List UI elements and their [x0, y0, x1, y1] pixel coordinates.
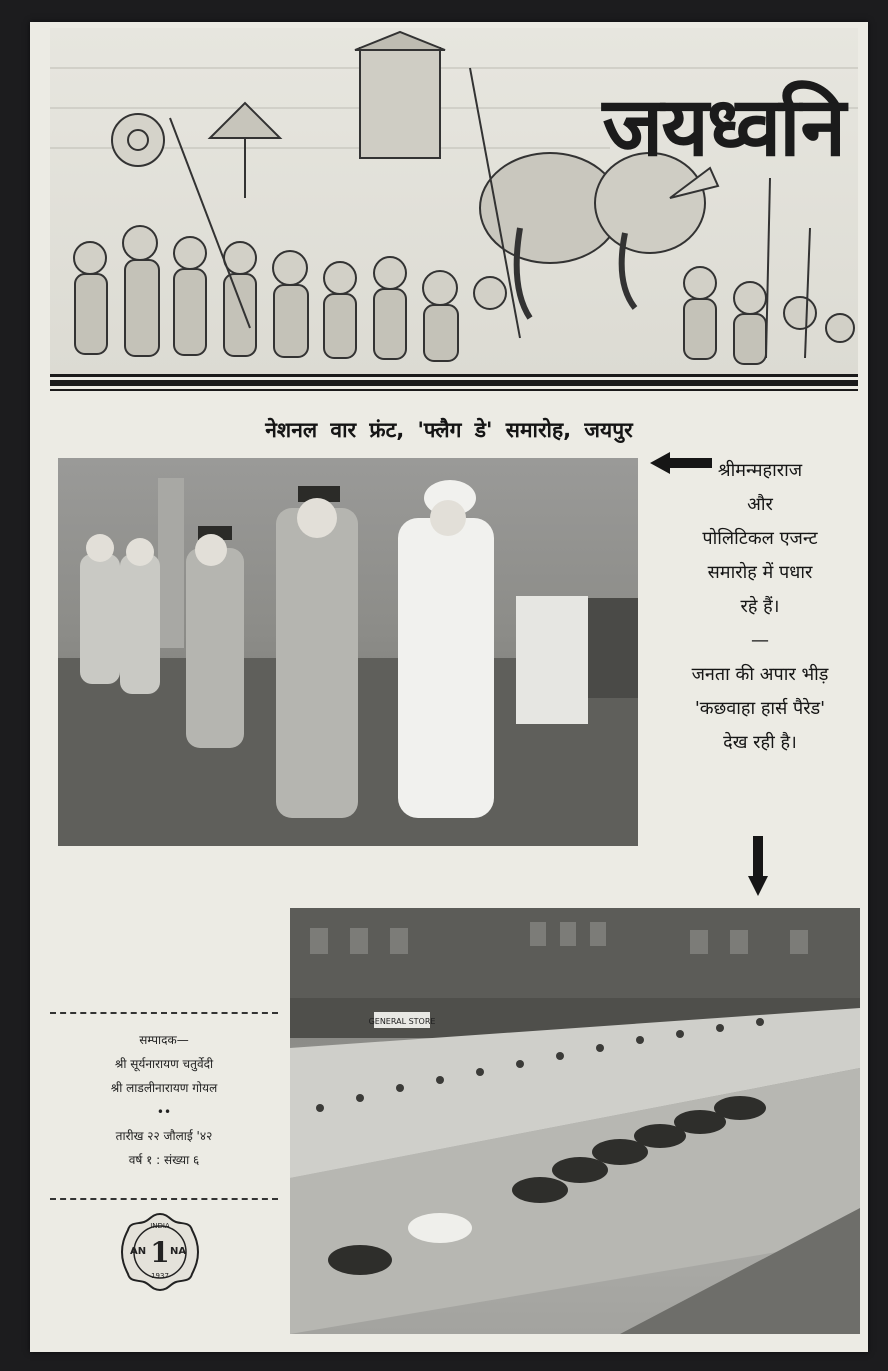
issue-number: वर्ष १ : संख्या ६: [128, 1153, 200, 1167]
photo-horse-parade: [290, 908, 860, 1334]
caption-divider: —: [751, 630, 769, 651]
editor-name: श्री लाडलीनारायण गोयल: [110, 1081, 218, 1095]
editor-name: श्री सूर्यनारायण चतुर्वेदी: [114, 1057, 214, 1071]
newspaper-page: [30, 22, 868, 1352]
coin-top-text: INDIA: [150, 1222, 170, 1230]
caption-line: समारोह में पधार: [707, 562, 813, 583]
caption-line: जनता की अपार भीड़: [691, 664, 829, 685]
caption-line: 'कछवाहा हार्स पैरेड': [694, 698, 826, 719]
coin-left-text: AN: [130, 1246, 147, 1257]
photo-dignitaries-figures: [58, 458, 638, 846]
masthead-title: जयध्वनि: [602, 79, 844, 175]
coin-right-text: NA: [170, 1246, 187, 1257]
editor-heading: सम्पादक—: [139, 1033, 189, 1047]
arrow-down-icon: [748, 836, 768, 896]
dashed-divider: [50, 1198, 278, 1200]
photo-horse-parade-scene: [290, 908, 860, 1334]
caption-line: श्रीमन्महाराज: [717, 460, 803, 481]
anna-coin-icon: [120, 1212, 200, 1292]
issue-date: तारीख २२ जौलाई '४२: [115, 1129, 213, 1143]
dashed-divider: [50, 1012, 278, 1014]
photo-dignitaries: [58, 458, 638, 846]
coin-denomination: 1: [150, 1236, 170, 1269]
caption-line: पोलिटिकल एजन्ट: [702, 528, 818, 549]
coin-year: 1937: [151, 1272, 169, 1280]
caption-line: रहे हैं।: [740, 596, 780, 617]
editor-separator: ••: [156, 1105, 172, 1119]
caption-line: देख रही है।: [723, 732, 797, 753]
masthead-illustration: [50, 28, 858, 374]
page-headline: नेशनल वार फ्रंट, 'फ्लैग डे' समारोह, जयपुर: [265, 418, 633, 442]
editor-block: [50, 1028, 278, 1172]
caption-dignitaries: [670, 454, 850, 760]
caption-line: और: [747, 494, 773, 515]
shop-sign-text: GENERAL STORE: [368, 1017, 436, 1026]
